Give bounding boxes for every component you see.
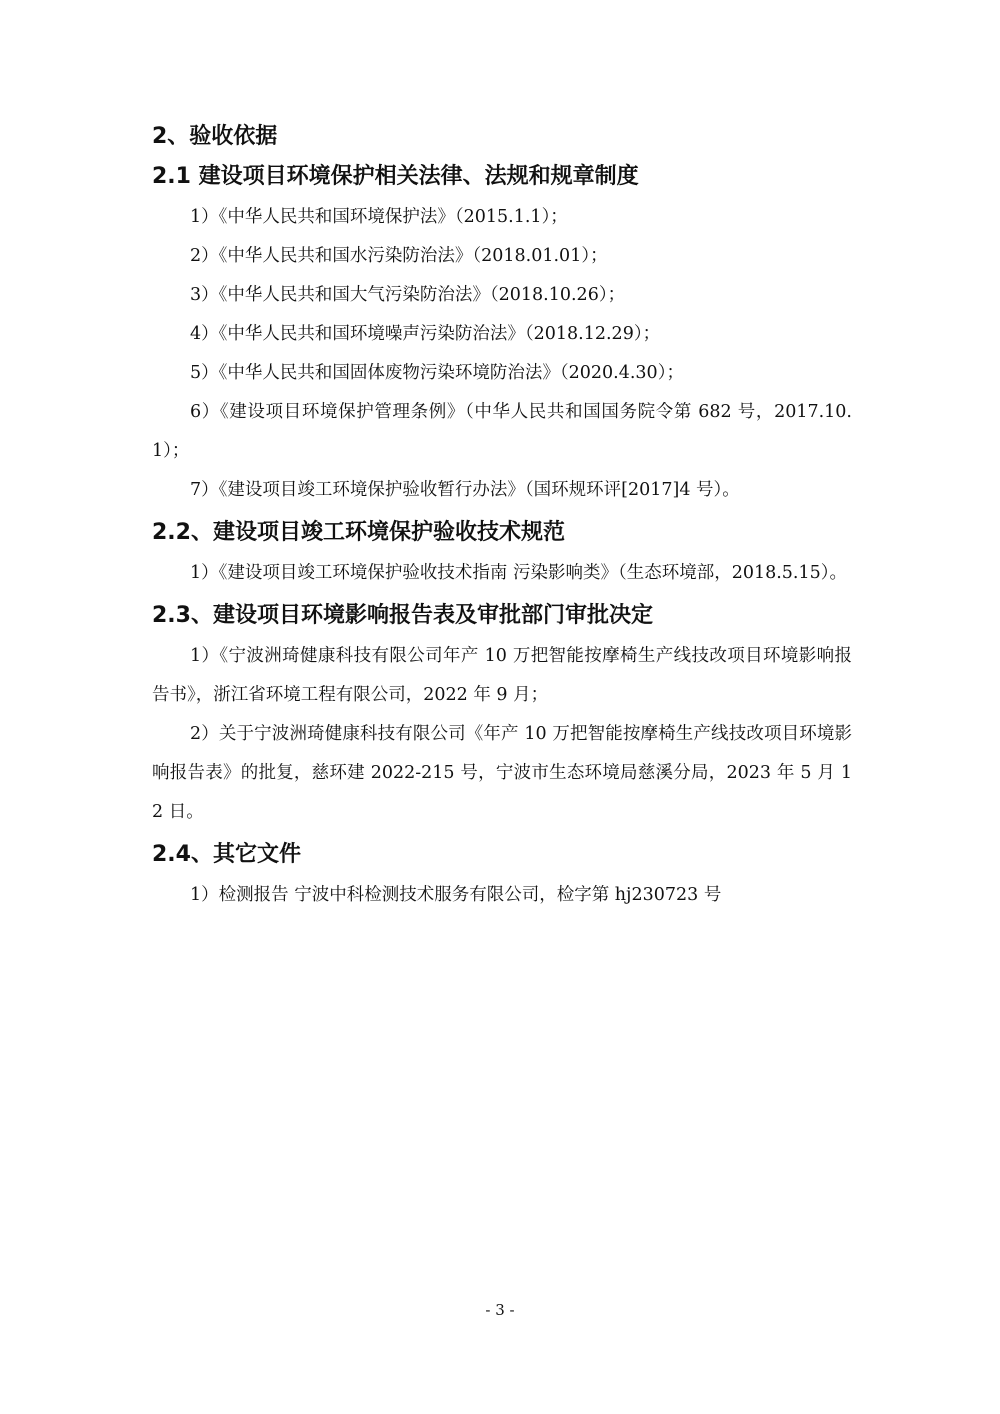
list-item: 4）《中华人民共和国环境噪声污染防治法》（2018.12.29）；: [190, 324, 661, 344]
list-item: 1）检测报告 宁波中科检测技术服务有限公司，检字第 hj230723 号: [190, 885, 722, 905]
list-item: 1）《建设项目竣工环境保护验收技术指南 污染影响类》（生态环境部，2018.5.15）。: [190, 563, 848, 583]
subsection-title: 2.2、建设项目竣工环境保护验收技术规范: [152, 520, 565, 545]
page-content: [152, 118, 852, 915]
list-item: 1）《中华人民共和国环境保护法》（2015.1.1）；: [190, 207, 568, 227]
subsection-laws: [152, 156, 852, 510]
subsection-other-documents: [152, 834, 852, 915]
list-item: 5）《中华人民共和国固体废物污染环境防治法》（2020.4.30）；: [190, 363, 684, 383]
subsection-title: 2.3、建设项目环境影响报告表及审批部门审批决定: [152, 603, 653, 628]
page-number: - 3 -: [485, 1301, 515, 1319]
subsection-title: 2.1 建设项目环境保护相关法律、法规和规章制度: [152, 164, 639, 189]
subsection-technical-specs: [152, 512, 852, 593]
list-item: 7）《建设项目竣工环境保护验收暂行办法》（国环规环评[2017]4 号）。: [190, 480, 740, 500]
list-item: 1）《宁波洲琦健康科技有限公司年产 10 万把智能按摩椅生产线技改项目环境影响报告书》，浙江省环境工程有限公司，2022 年 9 月；: [152, 646, 852, 705]
section-title: 2、验收依据: [152, 124, 278, 149]
list-item: 2）《中华人民共和国水污染防治法》（2018.01.01）；: [190, 246, 608, 266]
list-item: 3）《中华人民共和国大气污染防治法》（2018.10.26）；: [190, 285, 626, 305]
list-item: 2）关于宁波洲琦健康科技有限公司《年产 10 万把智能按摩椅生产线技改项目环境影响报告表》的批复，慈环建 2022-215 号，宁波市生态环境局慈溪分局，2023 年 5 月 12 日。: [152, 724, 852, 822]
list-item: 6）《建设项目环境保护管理条例》（中华人民共和国国务院令第 682 号，2017.10.1）；: [152, 402, 852, 461]
subsection-eia-approval: [152, 595, 852, 832]
subsection-title: 2.4、其它文件: [152, 842, 301, 867]
